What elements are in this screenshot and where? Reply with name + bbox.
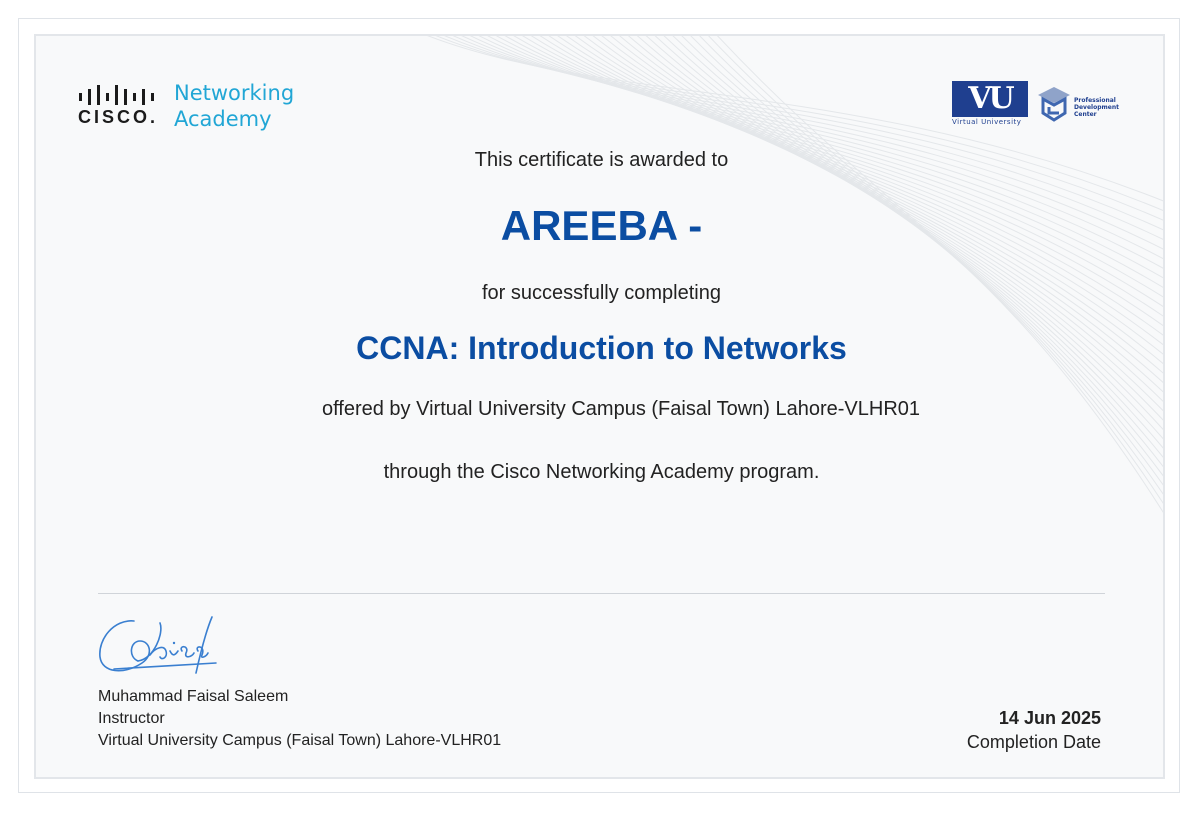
networking-academy-wordmark: [174, 80, 294, 132]
instructor-campus: Virtual University Campus (Faisal Town) Lahore-VLHR01: [98, 732, 502, 749]
cisco-mark: [78, 85, 156, 128]
pdc-line-3: Center: [1074, 111, 1097, 118]
cisco-networking-academy-logo: [78, 80, 294, 132]
wave-line: [434, 36, 1165, 226]
vu-logo-mark: [952, 81, 1028, 126]
instructor-signature: [94, 611, 224, 683]
awarded-text: This certificate is awarded to: [474, 149, 729, 171]
divider: [98, 593, 1105, 594]
vu-wordmark: VU: [952, 81, 1028, 117]
certificate: [34, 34, 1165, 779]
instructor-name: Muhammad Faisal Saleem: [98, 688, 289, 705]
offered-by-text: offered by Virtual University Campus (Faisal Town) Lahore-VLHR01: [321, 398, 921, 420]
program-text: through the Cisco Networking Academy program.: [383, 461, 820, 483]
recipient-name: AREEBA -: [500, 202, 703, 249]
cisco-bars-icon: [78, 85, 156, 105]
instructor-role: Instructor: [98, 710, 165, 727]
pdc-wordmark: [1074, 97, 1119, 118]
vu-pdc-logo: [952, 81, 1119, 126]
course-title: CCNA: Introduction to Networks: [356, 330, 847, 366]
academy-line-1: Networking: [174, 81, 295, 105]
completion-date: 14 Jun 2025: [998, 708, 1101, 728]
vu-caption: Virtual University: [952, 118, 1022, 126]
pdc-line-2: Development: [1074, 104, 1119, 111]
graduation-cap-icon: [1036, 85, 1072, 123]
academy-line-2: Academy: [174, 107, 272, 131]
instructor-block: [98, 686, 501, 752]
pdc-line-1: Professional: [1074, 97, 1116, 104]
completion-block: [967, 706, 1101, 754]
completion-label: Completion Date: [966, 732, 1101, 752]
cisco-wordmark: CISCO.: [78, 106, 156, 127]
completing-text: for successfully completing: [482, 282, 721, 304]
